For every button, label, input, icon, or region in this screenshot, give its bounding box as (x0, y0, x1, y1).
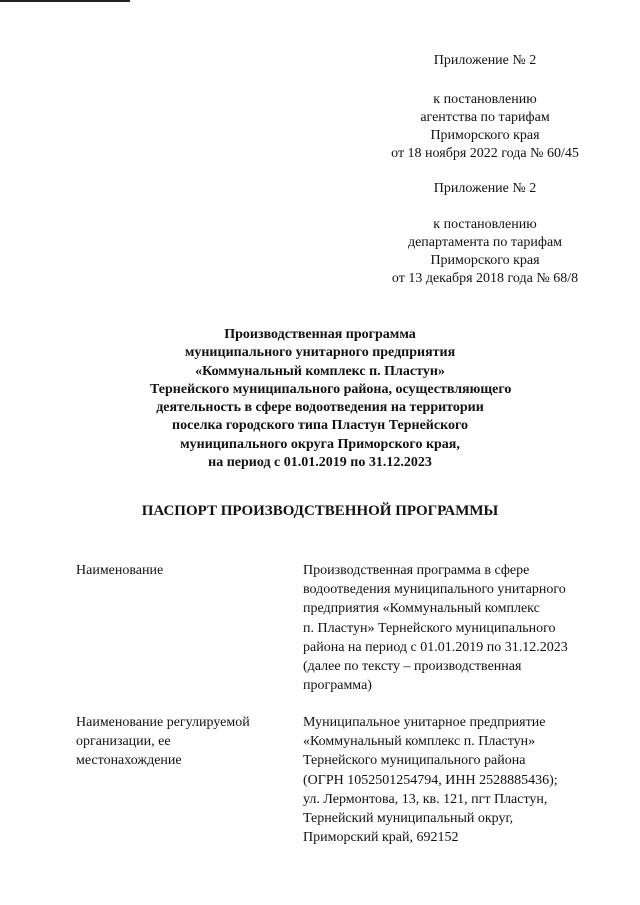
program-title-line: Производственная программа (224, 327, 416, 342)
resolution-line: от 13 декабря 2018 года № 68/8 (391, 271, 579, 286)
passport-heading: ПАСПОРТ ПРОИЗВОДСТВЕННОЙ ПРОГРАММЫ (141, 503, 499, 519)
appendix-label-original (370, 180, 600, 198)
program-title-line: «Коммунальный комплекс п. Пластун» (195, 363, 445, 379)
value-line: п. Пластун» Тернейского муниципального (303, 620, 556, 636)
value-line: «Коммунальный комплекс п. Пластун» (303, 734, 536, 750)
program-title-line: деятельность в сфере водоотведения на территории (156, 400, 484, 416)
appendix-label-current (370, 52, 600, 70)
passport-row-organization-label (76, 713, 291, 770)
value-line: Тернейский муниципальный округ, (303, 811, 514, 827)
value-line: Муниципальное унитарное предприятие (303, 715, 546, 730)
value-line: программа) (303, 678, 372, 694)
value-line: района на период с 01.01.2019 по 31.12.2023 (303, 639, 568, 655)
label-line: организации, ее (76, 734, 171, 749)
label-line: местонахождение (76, 753, 182, 768)
passport-row-name-label (76, 561, 291, 580)
value-line: Приморский край, 692152 (303, 830, 459, 846)
value-line: Тернейского муниципального района (303, 753, 526, 769)
value-line: водоотведения муниципального унитарного (303, 582, 566, 598)
appendix-label-text: Приложение № 2 (433, 181, 537, 196)
top-rule (0, 0, 130, 2)
resolution-line: к постановлению (433, 217, 537, 232)
label-line: Наименование регулируемой (76, 715, 250, 730)
value-line: (ОГРН 1052501254794, ИНН 2528885436); (303, 772, 558, 788)
resolution-line: агентства по тарифам (420, 110, 550, 125)
resolution-line: Приморского края (430, 253, 540, 268)
program-title-line: Тернейского муниципального района, осуществляющего (150, 381, 512, 397)
appendix-label-text: Приложение № 2 (433, 53, 537, 68)
value-line: предприятия «Коммунальный комплекс (303, 601, 540, 617)
resolution-reference-original (370, 216, 600, 288)
program-title (150, 326, 512, 472)
passport-row-organization-value (303, 713, 603, 847)
program-title-line: муниципального округа Приморского края, (180, 436, 460, 452)
value-line: ул. Лермонтова, 13, кв. 121, пгт Пластун, (303, 791, 548, 807)
resolution-reference-current (370, 91, 600, 163)
resolution-line: департамента по тарифам (407, 235, 563, 250)
program-title-line: поселка городского типа Пластун Тернейского (172, 418, 468, 434)
passport-row-name-value (303, 561, 603, 695)
value-line: (далее по тексту – производственная (303, 659, 522, 675)
label-line: Наименование (76, 563, 164, 578)
resolution-line: к постановлению (433, 92, 537, 107)
value-line: Производственная программа в сфере (303, 563, 530, 578)
resolution-line: от 18 ноября 2022 года № 60/45 (391, 146, 579, 161)
resolution-line: Приморского края (430, 128, 540, 143)
program-title-line: муниципального унитарного предприятия (184, 345, 456, 361)
program-title-line: на период с 01.01.2019 по 31.12.2023 (208, 455, 432, 471)
